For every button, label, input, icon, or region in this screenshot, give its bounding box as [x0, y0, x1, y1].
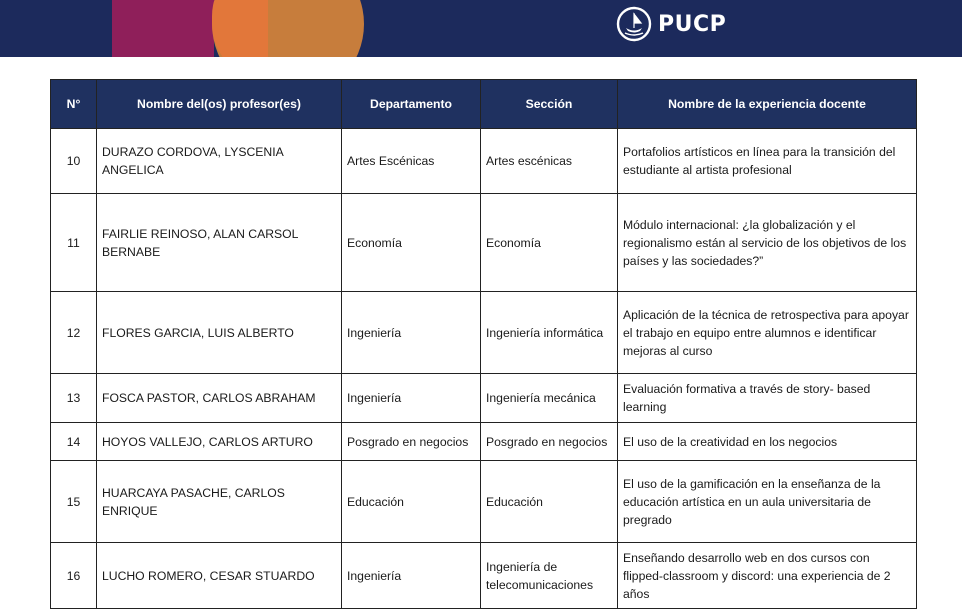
table-row	[51, 543, 917, 609]
decorative-magenta-shape	[112, 0, 214, 57]
department: Posgrado en negocios	[342, 423, 481, 461]
column-header-number: N°	[51, 80, 97, 129]
table-row	[51, 423, 917, 461]
column-header-professor: Nombre del(os) profesor(es)	[97, 80, 342, 129]
professor-name: FAIRLIE REINOSO, ALAN CARSOL BERNABE	[97, 194, 342, 292]
section: Educación	[481, 461, 618, 543]
row-number: 13	[51, 374, 97, 423]
section: Ingeniería informática	[481, 292, 618, 374]
table-row	[51, 461, 917, 543]
table-row	[51, 374, 917, 423]
column-header-department: Departamento	[342, 80, 481, 129]
teachers-table	[50, 79, 917, 609]
decorative-orange-arc	[212, 0, 268, 57]
row-number: 10	[51, 129, 97, 194]
department: Artes Escénicas	[342, 129, 481, 194]
table-row	[51, 194, 917, 292]
header-banner	[0, 0, 962, 57]
experience-title: El uso de la gamificación en la enseñanza de la educación artística en un aula universitaria de pregrado	[618, 461, 917, 543]
column-header-section: Sección	[481, 80, 618, 129]
pucp-logo	[616, 6, 726, 42]
professor-name: FOSCA PASTOR, CARLOS ABRAHAM	[97, 374, 342, 423]
row-number: 16	[51, 543, 97, 609]
experience-title: Aplicación de la técnica de retrospectiva para apoyar el trabajo en equipo entre alumnos e identificar mejoras al curso	[618, 292, 917, 374]
professor-name: HOYOS VALLEJO, CARLOS ARTURO	[97, 423, 342, 461]
experience-title: Evaluación formativa a través de story- based learning	[618, 374, 917, 423]
section: Posgrado en negocios	[481, 423, 618, 461]
professor-name: LUCHO ROMERO, CESAR STUARDO	[97, 543, 342, 609]
section: Economía	[481, 194, 618, 292]
experience-title: Enseñando desarrollo web en dos cursos con flipped-classroom y discord: una experiencia de 2 años	[618, 543, 917, 609]
row-number: 12	[51, 292, 97, 374]
professor-name: HUARCAYA PASACHE, CARLOS ENRIQUE	[97, 461, 342, 543]
experience-title: Módulo internacional: ¿la globalización y el regionalismo están al servicio de los objetivos de los países y las sociedades?”	[618, 194, 917, 292]
professor-name: DURAZO CORDOVA, LYSCENIA ANGELICA	[97, 129, 342, 194]
table-header-row	[51, 80, 917, 129]
department: Ingeniería	[342, 374, 481, 423]
professor-name: FLORES GARCIA, LUIS ALBERTO	[97, 292, 342, 374]
column-header-experience: Nombre de la experiencia docente	[618, 80, 917, 129]
experience-title: Portafolios artísticos en línea para la transición del estudiante al artista profesional	[618, 129, 917, 194]
experience-title: El uso de la creatividad en los negocios	[618, 423, 917, 461]
brand-name: PUCP	[658, 11, 727, 37]
row-number: 11	[51, 194, 97, 292]
table-row	[51, 129, 917, 194]
department: Ingeniería	[342, 292, 481, 374]
university-seal-icon	[616, 6, 652, 42]
department: Ingeniería	[342, 543, 481, 609]
row-number: 14	[51, 423, 97, 461]
department: Economía	[342, 194, 481, 292]
section: Ingeniería mecánica	[481, 374, 618, 423]
section: Ingeniería de telecomunicaciones	[481, 543, 618, 609]
table-row	[51, 292, 917, 374]
department: Educación	[342, 461, 481, 543]
section: Artes escénicas	[481, 129, 618, 194]
row-number: 15	[51, 461, 97, 543]
